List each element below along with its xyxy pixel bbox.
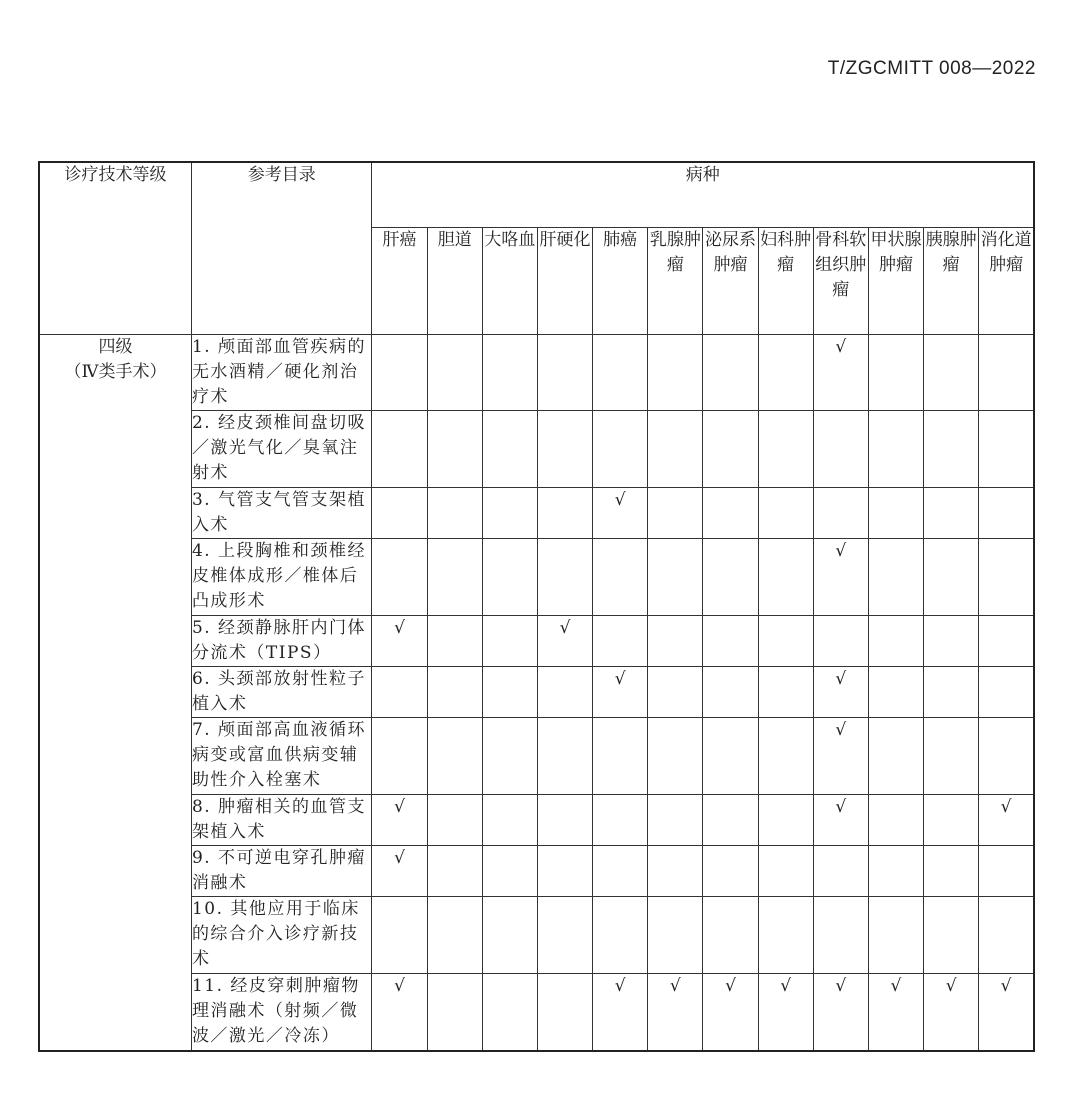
mark-cell: [593, 846, 648, 897]
mark-cell: [924, 667, 979, 718]
mark-cell: [482, 411, 537, 488]
mark-cell: [868, 846, 923, 897]
mark-cell: [813, 846, 868, 897]
mark-cell: [813, 667, 868, 718]
check-mark: √: [614, 669, 626, 689]
mark-cell: [813, 897, 868, 974]
mark-cell: [924, 974, 979, 1051]
disease-header: [758, 228, 813, 335]
mark-cell: [427, 539, 482, 616]
disease-label: 胰腺肿瘤: [925, 230, 977, 275]
check-mark: √: [1000, 976, 1012, 996]
reference-item: 11. 经皮穿刺肿瘤物理消融术（射频／微波／激光／冷冻）: [191, 974, 372, 1051]
mark-cell: [758, 411, 813, 488]
mark-cell: [758, 335, 813, 411]
reference-item: 6. 头颈部放射性粒子植入术: [191, 667, 372, 718]
mark-cell: [537, 897, 592, 974]
disease-label: 乳腺肿瘤: [649, 230, 701, 275]
disease-label: 肝硬化: [539, 230, 591, 250]
technique-table: [38, 161, 1035, 1052]
disease-label: 肺癌: [603, 230, 638, 250]
mark-cell: [482, 335, 537, 411]
check-mark: √: [835, 669, 847, 689]
mark-cell: [537, 718, 592, 795]
mark-cell: [537, 616, 592, 667]
check-mark: √: [559, 618, 571, 638]
mark-cell: [924, 718, 979, 795]
header-level: 诊疗技术等级: [39, 162, 191, 335]
mark-cell: [979, 411, 1034, 488]
mark-cell: [813, 411, 868, 488]
check-mark: √: [780, 976, 792, 996]
mark-cell: [703, 667, 758, 718]
mark-cell: [593, 897, 648, 974]
reference-item: 1. 颅面部血管疾病的无水酒精／硬化剂治疗术: [191, 335, 372, 411]
mark-cell: [979, 488, 1034, 539]
mark-cell: [758, 488, 813, 539]
mark-cell: [372, 846, 427, 897]
mark-cell: [868, 795, 923, 846]
mark-cell: [372, 718, 427, 795]
reference-item: 8. 肿瘤相关的血管支架植入术: [191, 795, 372, 846]
level-cell: [39, 335, 191, 1051]
mark-cell: [758, 539, 813, 616]
mark-cell: [979, 667, 1034, 718]
mark-cell: [593, 411, 648, 488]
disease-label: 大咯血: [484, 230, 536, 250]
mark-cell: [924, 795, 979, 846]
mark-cell: [703, 539, 758, 616]
mark-cell: [593, 488, 648, 539]
check-mark: √: [1000, 797, 1012, 817]
mark-cell: [924, 897, 979, 974]
check-mark: √: [835, 541, 847, 561]
table-body: [39, 335, 1034, 1051]
disease-label: 骨科软组织肿瘤: [815, 230, 867, 300]
mark-cell: [427, 488, 482, 539]
document-code: T/ZGCMITT 008—2022: [827, 58, 1036, 79]
reference-item: 2. 经皮颈椎间盘切吸／激光气化／臭氧注射术: [191, 411, 372, 488]
mark-cell: [924, 616, 979, 667]
mark-cell: [703, 795, 758, 846]
reference-item: 7. 颅面部高血液循环病变或富血供病变辅助性介入栓塞术: [191, 718, 372, 795]
mark-cell: [648, 897, 703, 974]
mark-cell: [868, 616, 923, 667]
mark-cell: [427, 974, 482, 1051]
check-mark: √: [835, 720, 847, 740]
mark-cell: [537, 974, 592, 1051]
mark-cell: [979, 335, 1034, 411]
disease-label: 泌尿系肿瘤: [704, 230, 756, 275]
mark-cell: [813, 335, 868, 411]
mark-cell: [372, 539, 427, 616]
mark-cell: [813, 974, 868, 1051]
disease-header: [703, 228, 758, 335]
mark-cell: [427, 897, 482, 974]
disease-label: 肝癌: [382, 230, 417, 250]
mark-cell: [648, 488, 703, 539]
mark-cell: [868, 897, 923, 974]
mark-cell: [482, 897, 537, 974]
disease-label: 胆道: [437, 230, 472, 250]
disease-header: [868, 228, 923, 335]
mark-cell: [427, 718, 482, 795]
mark-cell: [593, 718, 648, 795]
check-mark: √: [614, 976, 626, 996]
mark-cell: [648, 616, 703, 667]
mark-cell: [924, 488, 979, 539]
check-mark: √: [394, 976, 405, 996]
mark-cell: [758, 667, 813, 718]
table-row: [39, 335, 1034, 411]
mark-cell: [813, 718, 868, 795]
check-mark: √: [394, 618, 405, 638]
mark-cell: [703, 488, 758, 539]
check-mark: √: [945, 976, 957, 996]
mark-cell: [648, 846, 703, 897]
mark-cell: [482, 616, 537, 667]
mark-cell: [537, 488, 592, 539]
reference-item: 5. 经颈静脉肝内门体分流术（TIPS）: [191, 616, 372, 667]
mark-cell: [372, 411, 427, 488]
mark-cell: [979, 718, 1034, 795]
mark-cell: [372, 335, 427, 411]
disease-label: 消化道肿瘤: [980, 230, 1032, 275]
level-name: 四级: [98, 337, 133, 357]
mark-cell: [593, 667, 648, 718]
check-mark: √: [394, 797, 405, 817]
mark-cell: [427, 335, 482, 411]
mark-cell: [979, 846, 1034, 897]
mark-cell: [648, 335, 703, 411]
mark-cell: [924, 539, 979, 616]
mark-cell: [593, 539, 648, 616]
mark-cell: [868, 667, 923, 718]
mark-cell: [537, 335, 592, 411]
mark-cell: [482, 846, 537, 897]
disease-header: [593, 228, 648, 335]
mark-cell: [427, 667, 482, 718]
disease-label: 甲状腺肿瘤: [870, 230, 922, 275]
reference-item: 9. 不可逆电穿孔肿瘤消融术: [191, 846, 372, 897]
mark-cell: [482, 667, 537, 718]
disease-header: [979, 228, 1034, 335]
header-disease-group: 病种: [372, 162, 1034, 228]
mark-cell: [758, 718, 813, 795]
check-mark: √: [835, 976, 847, 996]
mark-cell: [979, 795, 1034, 846]
mark-cell: [979, 974, 1034, 1051]
mark-cell: [703, 846, 758, 897]
check-mark: √: [835, 337, 847, 357]
mark-cell: [758, 616, 813, 667]
reference-item: 4. 上段胸椎和颈椎经皮椎体成形／椎体后凸成形术: [191, 539, 372, 616]
mark-cell: [813, 795, 868, 846]
check-mark: √: [669, 976, 681, 996]
mark-cell: [427, 411, 482, 488]
mark-cell: [372, 974, 427, 1051]
mark-cell: [648, 539, 703, 616]
check-mark: √: [614, 490, 626, 510]
mark-cell: [372, 897, 427, 974]
mark-cell: [703, 897, 758, 974]
mark-cell: [482, 488, 537, 539]
mark-cell: [979, 539, 1034, 616]
mark-cell: [924, 846, 979, 897]
mark-cell: [593, 335, 648, 411]
level-subtitle: （Ⅳ类手术）: [64, 362, 167, 382]
mark-cell: [482, 539, 537, 616]
mark-cell: [648, 411, 703, 488]
mark-cell: [758, 795, 813, 846]
disease-label: 妇科肿瘤: [760, 230, 812, 275]
mark-cell: [979, 616, 1034, 667]
mark-cell: [868, 488, 923, 539]
mark-cell: [758, 846, 813, 897]
mark-cell: [427, 616, 482, 667]
header-reference: 参考目录: [191, 162, 372, 335]
check-mark: √: [835, 797, 847, 817]
reference-item: 10. 其他应用于临床的综合介入诊疗新技术: [191, 897, 372, 974]
mark-cell: [593, 616, 648, 667]
disease-header: [924, 228, 979, 335]
mark-cell: [924, 335, 979, 411]
mark-cell: [813, 539, 868, 616]
check-mark: √: [890, 976, 902, 996]
mark-cell: [537, 795, 592, 846]
mark-cell: [482, 795, 537, 846]
disease-header: [372, 228, 427, 335]
mark-cell: [648, 718, 703, 795]
mark-cell: [868, 718, 923, 795]
mark-cell: [703, 411, 758, 488]
mark-cell: [372, 667, 427, 718]
mark-cell: [758, 974, 813, 1051]
mark-cell: [979, 897, 1034, 974]
check-mark: √: [394, 848, 405, 868]
disease-header: [482, 228, 537, 335]
mark-cell: [593, 795, 648, 846]
mark-cell: [648, 974, 703, 1051]
mark-cell: [813, 616, 868, 667]
mark-cell: [703, 974, 758, 1051]
mark-cell: [868, 974, 923, 1051]
reference-item: 3. 气管支气管支架植入术: [191, 488, 372, 539]
mark-cell: [648, 795, 703, 846]
mark-cell: [703, 718, 758, 795]
mark-cell: [482, 718, 537, 795]
mark-cell: [372, 616, 427, 667]
disease-header: [648, 228, 703, 335]
mark-cell: [537, 539, 592, 616]
mark-cell: [924, 411, 979, 488]
mark-cell: [868, 539, 923, 616]
mark-cell: [427, 795, 482, 846]
mark-cell: [427, 846, 482, 897]
mark-cell: [482, 974, 537, 1051]
mark-cell: [868, 411, 923, 488]
mark-cell: [372, 488, 427, 539]
mark-cell: [813, 488, 868, 539]
disease-header: [537, 228, 592, 335]
mark-cell: [537, 667, 592, 718]
mark-cell: [703, 616, 758, 667]
mark-cell: [758, 897, 813, 974]
mark-cell: [372, 795, 427, 846]
mark-cell: [593, 974, 648, 1051]
mark-cell: [648, 667, 703, 718]
mark-cell: [868, 335, 923, 411]
mark-cell: [537, 411, 592, 488]
disease-header: [813, 228, 868, 335]
mark-cell: [537, 846, 592, 897]
mark-cell: [703, 335, 758, 411]
check-mark: √: [725, 976, 736, 996]
disease-header: [427, 228, 482, 335]
